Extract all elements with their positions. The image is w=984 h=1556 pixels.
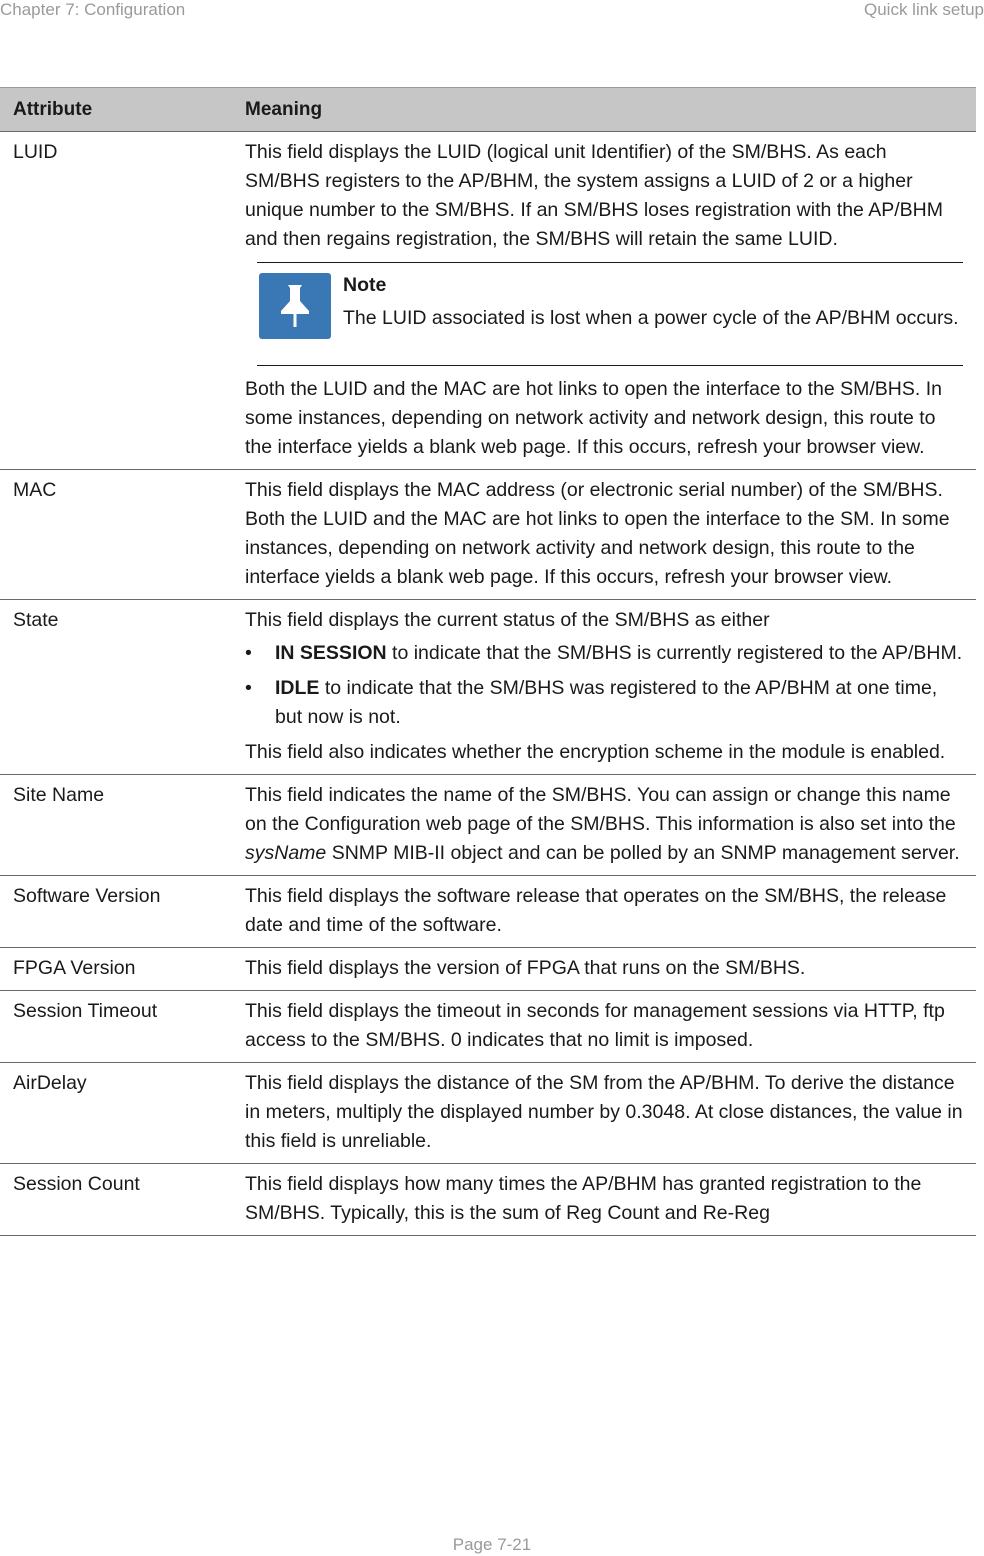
table-row-session-timeout <box>0 991 976 1063</box>
table-row-site-name <box>0 775 976 876</box>
table-row-session-count <box>0 1164 976 1236</box>
attribute-name: Software Version <box>0 876 232 948</box>
meaning-text: Both the LUID and the MAC are hot links to open the interface to the SM/BHS. In some instances, depending on network activity and network design, this route to the interface yields a blank web page. If this occurs, refresh your browser view. <box>245 378 942 458</box>
table-header-row <box>0 88 976 132</box>
attribute-name: Session Timeout <box>0 991 232 1063</box>
state-list <box>245 639 963 732</box>
column-header-attribute: Attribute <box>0 88 232 132</box>
running-header-chapter: Chapter 7: Configuration <box>0 0 186 19</box>
snmp-object-name: sysName <box>245 842 327 864</box>
attribute-meaning: This field displays the version of FPGA that runs on the SM/BHS. <box>232 948 976 991</box>
attribute-name: AirDelay <box>0 1063 232 1164</box>
meaning-text: This field indicates the name of the SM/BHS. You can assign or change this name on the Configuration web page of the SM/BHS. This information is also set into the <box>245 784 956 835</box>
attribute-meaning <box>232 132 976 470</box>
attribute-name: Session Count <box>0 1164 232 1236</box>
state-keyword: IN SESSION <box>275 642 387 664</box>
meaning-text: This field also indicates whether the encryption scheme in the module is enabled. <box>245 741 946 763</box>
state-description: to indicate that the SM/BHS was registered to the AP/BHM at one time, but now is not. <box>275 677 938 728</box>
attribute-table <box>0 87 976 1236</box>
note-text: The LUID associated is lost when a power cycle of the AP/BHM occurs. <box>343 307 959 329</box>
bullet: • <box>245 642 252 664</box>
bullet: • <box>245 677 252 699</box>
meaning-text: This field displays the LUID (logical unit Identifier) of the SM/BHS. As each SM/BHS registers to the AP/BHM, the system assigns a LUID of 2 or a higher unique number to the SM/BHS. If an SM/BHS loses registration with the AP/BHM and then regains registration, the SM/BHS will retain the same LUID. <box>245 141 943 250</box>
pushpin-note-icon <box>259 273 331 339</box>
table-row-mac <box>0 470 976 600</box>
meaning-text: This field displays the current status of the SM/BHS as either <box>245 609 770 631</box>
meaning-text: SNMP MIB-II object and can be polled by an SNMP management server. <box>326 842 960 864</box>
attribute-name: State <box>0 600 232 775</box>
attribute-meaning <box>232 600 976 775</box>
list-item <box>245 639 963 668</box>
attribute-meaning: This field displays the distance of the SM from the AP/BHM. To derive the distance in meters, multiply the displayed number by 0.3048. At close distances, the value in this field is unreliable. <box>232 1063 976 1164</box>
attribute-meaning: This field displays the software release that operates on the SM/BHS, the release date and time of the software. <box>232 876 976 948</box>
table-row-luid <box>0 132 976 470</box>
table-row-airdelay <box>0 1063 976 1164</box>
running-header-section: Quick link setup <box>864 0 984 19</box>
attribute-meaning: This field displays the timeout in seconds for management sessions via HTTP, ftp access to the SM/BHS. 0 indicates that no limit is imposed. <box>232 991 976 1063</box>
attribute-name: LUID <box>0 132 232 470</box>
table-row-state <box>0 600 976 775</box>
attribute-meaning: This field displays the MAC address (or electronic serial number) of the SM/BHS. Both the LUID and the MAC are hot links to open the interface to the SM. In some instances, depending on network activity and network design, this route to the interface yields a blank web page. If this occurs, refresh your browser view. <box>232 470 976 600</box>
attribute-meaning <box>232 775 976 876</box>
note-title: Note <box>343 274 387 296</box>
attribute-name: FPGA Version <box>0 948 232 991</box>
attribute-meaning: This field displays how many times the AP/BHM has granted registration to the SM/BHS. Typically, this is the sum of Reg Count and Re-Reg <box>232 1164 976 1236</box>
state-keyword: IDLE <box>275 677 320 699</box>
table-row-software-version <box>0 876 976 948</box>
note-box <box>257 262 963 366</box>
table-row-fpga-version <box>0 948 976 991</box>
attribute-name: MAC <box>0 470 232 600</box>
page-number: Page 7-21 <box>452 1535 532 1554</box>
list-item <box>245 674 963 732</box>
column-header-meaning: Meaning <box>232 88 976 132</box>
attribute-name: Site Name <box>0 775 232 876</box>
state-description: to indicate that the SM/BHS is currently registered to the AP/BHM. <box>386 642 963 664</box>
